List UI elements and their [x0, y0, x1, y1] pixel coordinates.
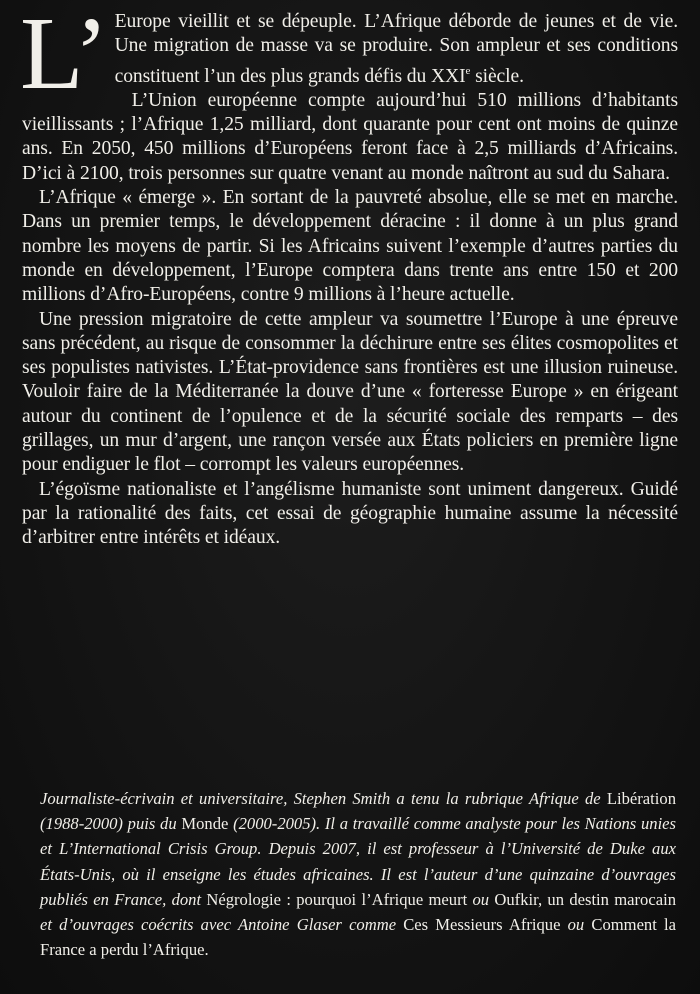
bio-text-3: (2000-2005). Il a travaillé comme analyste pour les Nations unies et L’International Crisis Group. Depuis 2007, il est professeur à l’Université de Duke aux États-Unis, où il enseigne les études africaines. Il est l’auteur d’une quinzaine d’ouvrages publiés en France, dont: [40, 814, 677, 909]
bio-text-1: Journaliste-écrivain et universitaire, Stephen Smith a tenu la rubrique Afrique de: [40, 789, 607, 808]
blurb-paragraph-3: L’Afrique « émerge ». En sortant de la pauvreté absolue, elle se met en marche. Dans un premier temps, le développement déracine : il donne à un plus grand nombre les moyens de partir. Si les Africains suivent l’exemple d’autres parties du monde en développement, l’Europe comptera dans trente ans entre 150 et 200 millions d’Afro-Européens, contre 9 millions à l’heure actuelle.: [22, 187, 678, 306]
blurb-paragraph-5: L’égoïsme nationaliste et l’angélisme humaniste sont uniment dangereux. Guidé par la rationalité des faits, cet essai de géographie humaine assume la nécessité d’arbitrer entre intérêts et idéaux.: [22, 478, 678, 549]
blurb-paragraph-2: L’Union européenne compte aujourd’hui 510 millions d’habitants vieillissants ; l’Afrique 1,25 milliard, dont quarante pour cent ont moins de quinze ans. En 2050, 450 millions d’Européens feront face à 2,5 milliards d’Africains. D’ici à 2100, trois personnes sur quatre venant au monde naîtront au sud du Sahara.: [22, 89, 678, 184]
century-superscript: e: [465, 64, 471, 77]
drop-cap: L’: [20, 0, 109, 111]
bio-oufkir: Oufkir, un destin marocain: [494, 889, 676, 909]
bio-text-2: (1988-2000) puis du: [40, 814, 182, 834]
cover-blurb: [20, 0, 678, 551]
blurb-p1-end: siècle.: [470, 65, 524, 87]
bio-ou-1: ou: [467, 889, 495, 909]
bio-liberation: Libération: [606, 789, 676, 808]
blurb-paragraph-1: [20, 0, 678, 111]
bio-comment: Comment la France a perdu l’Afrique: [40, 915, 676, 960]
blurb-paragraph-4: Une pression migratoire de cette ampleur va soumettre l’Europe à une épreuve sans précédent, au risque de consommer la déchirure entre ses élites cosmopolites et ses populistes nativistes. L’État-providence sans frontières est une illusion ruineuse. Vouloir faire de la Méditerranée la douve d’une « forteresse Europe » en érigeant autour du continent de l’opulence et de la sécurité sociale des remparts – des grillages, un mur d’argent, une rançon versée aux États policiers en première ligne pour endiguer le flot – corrompt les valeurs européennes.: [22, 308, 678, 476]
century-numeral: XXI: [430, 65, 466, 87]
author-bio: [40, 786, 676, 962]
bio-messieurs: Ces Messieurs Afrique: [403, 915, 561, 935]
bio-monde: Monde: [181, 814, 229, 834]
bio-text-4: et d’ouvrages coécrits avec Antoine Glaser comme: [40, 915, 404, 935]
bio-end: .: [204, 940, 209, 960]
bio-negrologie: Négrologie : pourquoi l’Afrique meurt: [206, 889, 468, 909]
blurb-p1-text: Europe vieillit et se dépeuple. L’Afrique déborde de jeunes et de vie. Une migration de masse va se produire. Son ampleur et ses conditions constituent l’un des plus grands défis du: [114, 11, 678, 87]
bio-ou-2: ou: [560, 915, 592, 935]
